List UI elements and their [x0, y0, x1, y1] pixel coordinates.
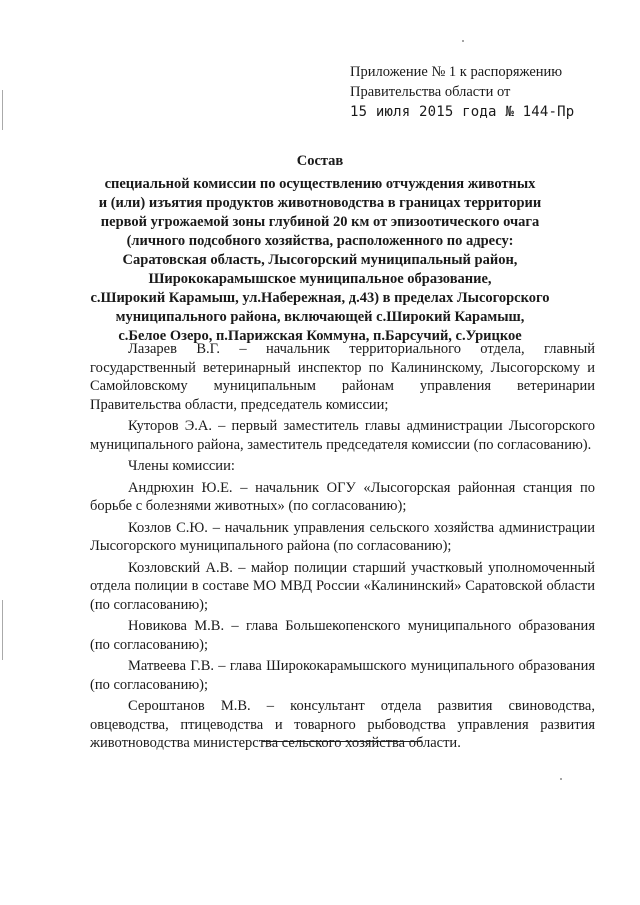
heading-line: Саратовская область, Лысогорский муниципальный район, [122, 252, 518, 268]
member-entry: Козловский А.В. – майор полиции старший участковый уполномоченный отдела полиции в составе МО МВД России «Калининский» Саратовской области (по согласованию); [90, 559, 595, 613]
scan-edge-mark [2, 600, 3, 660]
appendix-line-1: Приложение № 1 к распоряжению [350, 64, 563, 80]
member-entry: Сероштанов М.В. – консультант отдела развития свиноводства, овцеводства, птицеводства и товарного рыбоводства управления развития животноводства министерства сельского хозяйства области. [90, 698, 595, 751]
closing-divider-line [262, 741, 422, 742]
document-heading [70, 152, 570, 346]
appendix-date-number: 15 июля 2015 года № 144-Пр [350, 104, 575, 120]
member-entry: Матвеева Г.В. – глава Ширококарамышского муниципального образования (по согласованию); [90, 658, 595, 693]
document-title: Состав [296, 153, 344, 169]
heading-line: специальной комиссии по осуществлению отчуждения животных [104, 176, 536, 192]
member-deputy-chairman: Куторов Э.А. – первый заместитель главы администрации Лысогорского муниципального района, заместитель председателя комиссии (по согласованию). [90, 418, 595, 453]
commission-members-list [90, 340, 595, 756]
member-entry: Козлов С.Ю. – начальник управления сельского хозяйства администрации Лысогорского муниципального района (по согласованию); [90, 519, 595, 554]
member-entry: Новикова М.В. – глава Большекопенского муниципального образования (по согласованию); [90, 618, 595, 653]
scan-edge-mark [2, 90, 3, 130]
members-subheading: Члены комиссии: [128, 458, 235, 474]
heading-line: Ширококарамышское муниципальное образование, [148, 271, 492, 287]
scan-speck [560, 778, 562, 780]
heading-line: (личного подсобного хозяйства, расположенного по адресу: [126, 233, 514, 249]
heading-line: муниципального района, включающей с.Широкий Карамыш, [115, 309, 525, 325]
heading-line: с.Широкий Карамыш, ул.Набережная, д.43) в пределах Лысогорского [90, 290, 550, 306]
appendix-block [350, 62, 620, 122]
appendix-line-2: Правительства области от [350, 84, 511, 100]
member-entry: Андрюхин Ю.Е. – начальник ОГУ «Лысогорская районная станция по борьбе с болезнями животных» (по согласованию); [90, 479, 595, 514]
heading-line: с.Белое Озеро, п.Парижская Коммуна, п.Барсучий, с.Урицкое [118, 328, 522, 344]
heading-line: первой угрожаемой зоны глубиной 20 км от эпизоотического очага [100, 214, 540, 230]
member-chairman: Лазарев В.Г. – начальник территориального отдела, главный государственный ветеринарный инспектор по Калининскому, Лысогорскому и Самойловскому муниципальным районам управления ветеринарии Правительства области, председатель комиссии; [90, 341, 595, 413]
scan-speck [462, 40, 464, 42]
heading-line: и (или) изъятия продуктов животноводства в границах территории [98, 195, 542, 211]
